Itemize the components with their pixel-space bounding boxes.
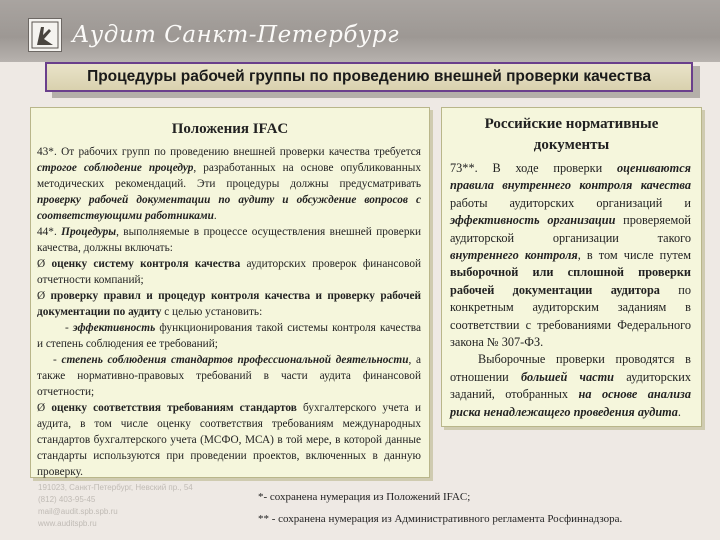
russian-paragraph-73: 73**. В ходе проверки оцениваются правила внутреннего контроля качества работы аудиторских организаций и эффективность организации проверяемой аудиторской организации такого внутреннего контроля, в том числе путем выборочной или сплошной проверки рабочей документации аудитора по конкретным аудиторским заданиям в соответствии с требованиями Федерального закона № 307-ФЗ.	[450, 161, 692, 350]
ifac-bullet-3: Ø оценку соответствия требованиям стандартов бухгалтерского учета и аудита, в том числе оценку соответствия требованиям международных стандартов бухгалтерского учета (МСФО, МСА) в той мере, в которой данные стандарты используются при проведении проектов, включенных в данную проверку.	[37, 402, 421, 478]
ifac-heading: Положения IFAC	[171, 121, 289, 137]
contact-info	[38, 482, 228, 530]
ifac-paragraph-44: 44*. Процедуры, выполняемые в процессе осуществления внешней проверки качества, должны включать:	[37, 226, 421, 254]
ifac-subitem-1: - эффективность функционирования такой системы контроля качества и степень соблюдения ее требований;	[37, 322, 421, 350]
logo	[28, 18, 62, 52]
page-title: Процедуры рабочей группы по проведению внешней проверки качества	[45, 62, 693, 92]
ifac-paragraph-43: 43*. От рабочих групп по проведению внешней проверки качества требуется строгое соблюдение процедур, разработанных на основе опубликованных методических рекомендаций. Эти процедуры должны предусматривать проверку рабочей документации по аудиту и обсуждение вопросов с соответствующими работниками.	[37, 146, 421, 222]
russian-heading: Российские нормативные документы	[484, 116, 659, 153]
contact-website: www.auditspb.ru	[38, 519, 97, 528]
footnote-ifac: *- сохранена нумерация из Положений IFAC;	[258, 491, 471, 503]
footnotes	[258, 490, 708, 534]
russian-panel	[441, 107, 702, 427]
ifac-bullet-1: Ø оценку систему контроля качества аудиторских проверок финансовой отчетности компаний;	[37, 258, 422, 286]
contact-email: mail@audit.spb.spb.ru	[38, 507, 118, 516]
ifac-subitem-2: - степень соблюдения стандартов профессиональной деятельности, а также нормативно-правовых требований в части аудита финансовой отчетности;	[37, 354, 421, 398]
header-band	[0, 0, 720, 62]
ifac-body	[37, 144, 421, 480]
ifac-panel	[30, 107, 430, 478]
app-title: Аудит Санкт-Петербург	[72, 22, 400, 48]
ifac-bullet-2: Ø проверку правил и процедур контроля качества и проверку рабочей документации по аудиту с целью установить:	[37, 290, 422, 318]
contact-address: 191023, Санкт-Петербург, Невский пр., 54	[38, 483, 193, 492]
footnote-rosfinnadzor: ** - сохранена нумерация из Административного регламента Росфиннадзора.	[258, 513, 623, 525]
contact-phone: (812) 403-95-45	[38, 495, 96, 504]
russian-paragraph-selective: Выборочные проверки проводятся в отношении большей части аудиторских заданий, отобранных на основе анализа риска ненадлежащего проведения аудита.	[450, 352, 691, 419]
russian-body	[442, 156, 701, 421]
